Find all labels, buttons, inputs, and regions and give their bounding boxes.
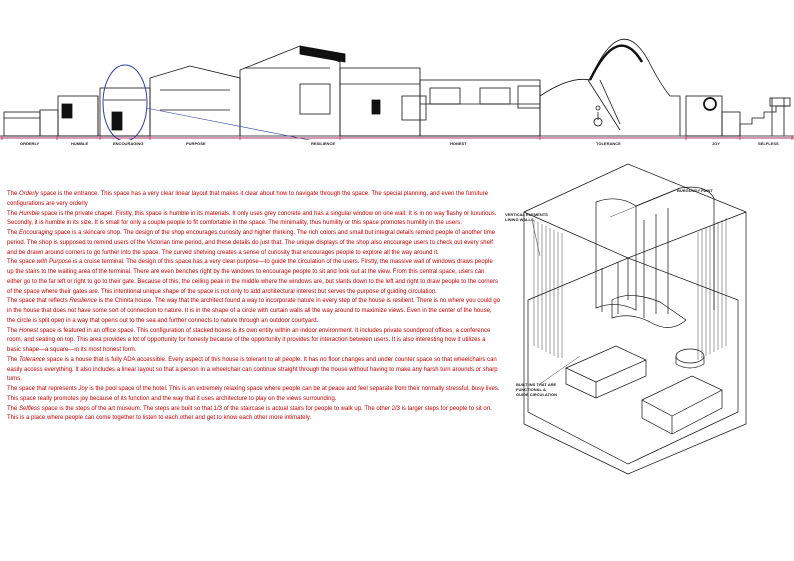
label-resilience: RESILIENCE: [311, 141, 336, 146]
label-tolerance: TOLERANCE: [596, 141, 621, 146]
paragraph-honest: The Honest space is featured in an office space. This configuration of stacked boxes is its own entity within an indoor environment. It includes private soundproof offices, a conference room, and seating on top. This area provides a lot of opportunity for honesty because of the opportunity it provides for interaction between users. It is also interesting how it utilizes a basic shape—a square—in its most honest form.: [7, 327, 491, 353]
label-joy: JOY: [712, 141, 721, 146]
paragraph-encouraging: The Encouraging space is a skincare shop. The design of the shop encourages curiosity and higher thinking. The rich colors and small but integral details remind people of another time period. The shop is supposed to remind users of the Victorian time period, and these details do just that. The unique displays of the shop also encourage users to check out every shelf and be drawn around corners to go further into the space. The curved shelving creates a sense of curiosity that encourages people to explore all the way around it.: [7, 230, 496, 256]
annotation-vertical-elements: VERTICAL ELEMENTS LINING WALLS: [505, 212, 548, 222]
label-orderly: ORDERLY: [20, 141, 40, 146]
annotation-burgundy-paint: BURGUNDY PAINT: [677, 188, 713, 193]
paragraph-humble: The Humble space is the private chapel. Firstly, this space is humble in its materials. It only uses grey concrete and has a singular window on one wall. It is in no way flashy or luxurious. Secondly, it is humble in its size. It is small for only a couple people to fit comfortable in the space. The minimality, thus humility or this space promotes humility in the users.: [7, 210, 497, 227]
isometric-shop-drawing: [500, 150, 794, 556]
building-section-elevation: [0, 0, 794, 140]
paragraph-resilience: The space that reflects Resilience is the Chinita house. The way that the architect found a way to incorporate nature in every step of the house is resilient. There is no where you could go in the house that does not have some sort of connection to nature. It is in the shape of a circle with curtain walls all the way around to maximize views. Even in the center of the house, the circle is split open in a way that opens out to the sea and further connects to nature through an outdoor courtyard.: [7, 298, 501, 324]
isometric-shop-svg: [500, 150, 794, 556]
label-selfless: SELFLESS: [758, 141, 779, 146]
highlight-circle: [103, 65, 147, 140]
label-encouraging: ENCOURAGING: [113, 141, 144, 146]
paragraph-joy: The space that represents Joy is the pool space of the hotel. This is an extremely relaxing space where people can be at peace and feel separate from their normally stressful, busy lives. This space really promotes joy because of its function and the way that it uses architecture to play on the views surrounding.: [7, 386, 500, 402]
paragraph-tolerance: The Tolerance space is a house that is fully ADA accessible. Every aspect of this house is tolerant to all people. It has no floor changes and under counter space so that wheelchairs can easily access everything. It also includes a linear layout so that a person in a wheelchair can continue straight through the house without having to make any harsh turn arounds or sharp turns.: [7, 356, 498, 383]
annotation-built-ins: BUILT INS THAT ARE FUNCTIONAL & GUIDE CIRCULATION: [516, 382, 558, 397]
callout-line: [146, 108, 524, 140]
label-honest: HONEST: [450, 141, 467, 146]
paragraph-orderly: The Orderly space is the entrance. This space has a very clear linear layout that makes it clear about how to navigate through the space. The special planning, and even the furniture configurations are very orderly: [7, 191, 489, 207]
paragraph-selfless: The Selfless space is the steps of the art museum. The steps are built so that 1/3 of the staircase is actual stairs for people to walk up. The other 2/3 is larger steps for people to sit on. This is a place where people can come together to listen to each other and get to know each other more intimately.: [7, 405, 492, 422]
paragraph-purpose: The space with Purpose is a cruise terminal. The design of this space has a very clear purpose—to guide the circulation of the users. Firstly, the massive wall of windows draws people up the stairs to the waiting area of the terminal. There are even benches right by the windows to encourage people to sit and look out at the view. From this central space, users can either go to the far left or right to go to their gate. Because of this, the ceiling peak in the middle where the windows are, but slants down to the left and right to draw people to the corners of the space where their gates are. This intentional unique shape of the space is not only to add architectural interest but serves the purpose of guiding circulation.: [7, 259, 498, 295]
space-descriptions: [7, 190, 501, 424]
label-humble: HUMBLE: [71, 141, 89, 146]
label-purpose: PURPOSE: [186, 141, 206, 146]
